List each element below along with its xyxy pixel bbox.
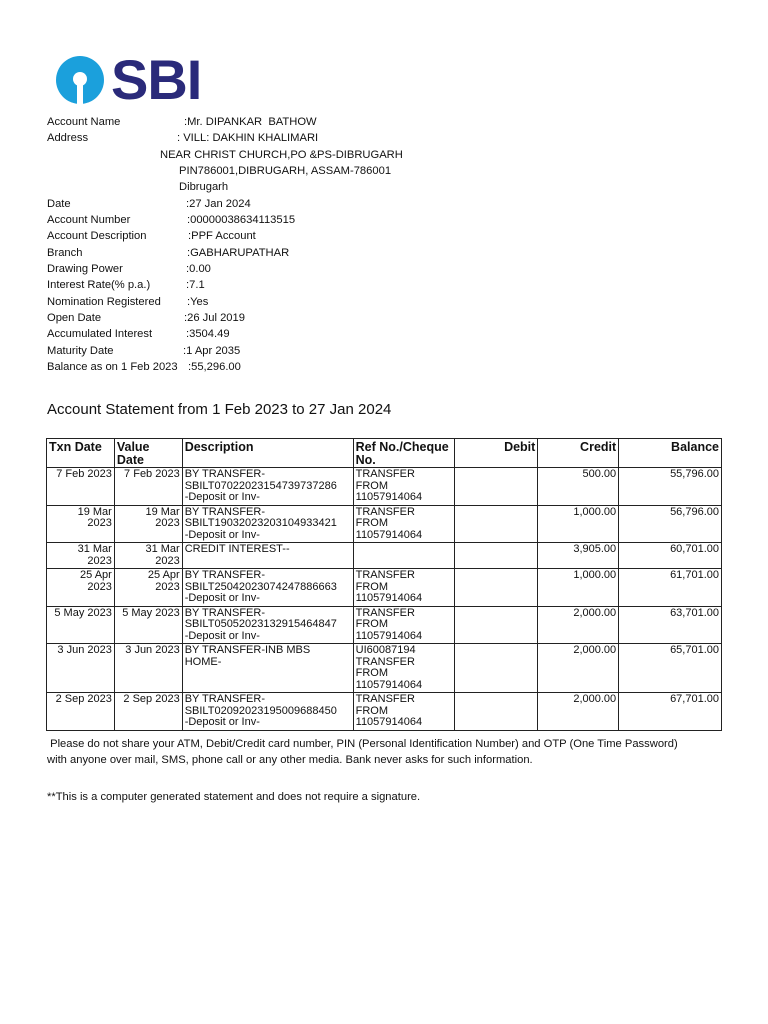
account-description-label: Account Description <box>47 230 147 243</box>
account-number-value: :00000038634113515 <box>187 214 296 227</box>
table-row <box>47 606 722 644</box>
balance-cell: 55,796.00 <box>619 468 722 506</box>
header-description: Description <box>182 439 353 468</box>
debit-cell <box>454 505 538 543</box>
balance-cell: 60,701.00 <box>619 543 722 569</box>
branch-label: Branch <box>47 246 83 259</box>
nomination-value: :Yes <box>187 295 209 308</box>
credit-cell: 3,905.00 <box>538 543 619 569</box>
balance-cell: 56,796.00 <box>619 505 722 543</box>
transactions-table <box>46 438 722 731</box>
debit-cell <box>454 644 538 693</box>
maturity-date-value: :1 Apr 2035 <box>183 344 241 357</box>
description-cell: BY TRANSFER- SBILT19032023203104933421 -Deposit or Inv- <box>182 505 353 543</box>
txn-date-cell: 25 Apr 2023 <box>47 569 115 607</box>
balance-cell: 61,701.00 <box>619 569 722 607</box>
ref-no-cell: TRANSFER FROM 11057914064 <box>353 468 454 506</box>
account-name-label: Account Name <box>47 116 121 128</box>
ref-no-cell: TRANSFER FROM 11057914064 <box>353 606 454 644</box>
opening-balance-value: :55,296.00 <box>188 361 241 374</box>
header-credit: Credit <box>538 439 619 468</box>
nomination-label: Nomination Registered <box>47 295 161 308</box>
credit-cell: 2,000.00 <box>538 606 619 644</box>
description-cell: CREDIT INTEREST-- <box>182 543 353 569</box>
table-body <box>47 468 722 731</box>
value-date-cell: 5 May 2023 <box>114 606 182 644</box>
description-cell: BY TRANSFER- SBILT02092023195009688450 -Deposit or Inv- <box>182 693 353 731</box>
ref-no-cell: TRANSFER FROM 11057914064 <box>353 505 454 543</box>
txn-date-cell: 5 May 2023 <box>47 606 115 644</box>
debit-cell <box>454 569 538 607</box>
computer-generated-note: **This is a computer generated statement and does not require a signature. <box>47 791 421 803</box>
value-date-cell: 7 Feb 2023 <box>114 468 182 506</box>
credit-cell: 500.00 <box>538 468 619 506</box>
value-date-cell: 2 Sep 2023 <box>114 693 182 731</box>
txn-date-cell: 31 Mar 2023 <box>47 543 115 569</box>
address-line-2: NEAR CHRIST CHURCH,PO &PS-DIBRUGARH <box>160 148 403 161</box>
value-date-cell: 25 Apr 2023 <box>114 569 182 607</box>
address-label: Address <box>47 132 89 145</box>
balance-cell: 63,701.00 <box>619 606 722 644</box>
description-cell: BY TRANSFER- SBILT25042023074247886663 -Deposit or Inv- <box>182 569 353 607</box>
ref-no-cell: TRANSFER FROM 11057914064 <box>353 569 454 607</box>
interest-rate-value: :7.1 <box>186 279 205 292</box>
accumulated-interest-value: :3504.49 <box>186 328 230 341</box>
credit-cell: 1,000.00 <box>538 569 619 607</box>
credit-cell: 1,000.00 <box>538 505 619 543</box>
date-label: Date <box>47 197 71 210</box>
sbi-logo <box>55 48 202 111</box>
address-line-1: : VILL: DAKHIN KHALIMARI <box>177 132 319 145</box>
table-row <box>47 505 722 543</box>
ref-no-cell <box>353 543 454 569</box>
debit-cell <box>454 468 538 506</box>
open-date-label: Open Date <box>47 312 102 325</box>
header-balance: Balance <box>619 439 722 468</box>
open-date-value: :26 Jul 2019 <box>184 312 245 325</box>
value-date-cell: 31 Mar 2023 <box>114 543 182 569</box>
balance-cell: 65,701.00 <box>619 644 722 693</box>
header-txn-date: Txn Date <box>47 439 115 468</box>
txn-date-cell: 19 Mar 2023 <box>47 505 115 543</box>
debit-cell <box>454 606 538 644</box>
header-debit: Debit <box>454 439 538 468</box>
table-row <box>47 468 722 506</box>
accumulated-interest-label: Accumulated Interest <box>47 328 153 341</box>
table-row <box>47 543 722 569</box>
header-ref-no: Ref No./Cheque No. <box>353 439 454 468</box>
security-notice <box>47 737 727 768</box>
drawing-power-value: :0.00 <box>186 263 211 276</box>
value-date-cell: 3 Jun 2023 <box>114 644 182 693</box>
sbi-logo-text: SBI <box>111 48 202 111</box>
sbi-keyhole-icon <box>55 55 105 105</box>
debit-cell <box>454 543 538 569</box>
table-row <box>47 693 722 731</box>
maturity-date-label: Maturity Date <box>47 344 114 357</box>
account-name-value: :Mr. DIPANKAR BATHOW <box>184 116 317 128</box>
value-date-cell: 19 Mar 2023 <box>114 505 182 543</box>
table-row <box>47 569 722 607</box>
description-cell: BY TRANSFER-INB MBS HOME- <box>182 644 353 693</box>
interest-rate-label: Interest Rate(% p.a.) <box>47 279 151 292</box>
security-notice-line-2: with anyone over mail, SMS, phone call or any other media. Bank never asks for such information. <box>47 753 533 766</box>
drawing-power-label: Drawing Power <box>47 263 123 276</box>
header-value-date: Value Date <box>114 439 182 468</box>
date-value: :27 Jan 2024 <box>186 197 251 210</box>
table-row <box>47 644 722 693</box>
account-description-value: :PPF Account <box>188 230 256 243</box>
description-cell: BY TRANSFER- SBILT05052023132915464847 -Deposit or Inv- <box>182 606 353 644</box>
ref-no-cell: UI60087194 TRANSFER FROM 11057914064 <box>353 644 454 693</box>
address-line-3: PIN786001,DIBRUGARH, ASSAM-786001 <box>179 165 392 178</box>
table-header-row <box>47 439 722 468</box>
credit-cell: 2,000.00 <box>538 644 619 693</box>
security-notice-line-1: Please do not share your ATM, Debit/Credit card number, PIN (Personal Identification Number) and OTP (One Time Password) <box>47 738 678 750</box>
account-number-label: Account Number <box>47 214 131 227</box>
branch-value: :GABHARUPATHAR <box>187 246 290 259</box>
address-line-4: Dibrugarh <box>179 181 229 194</box>
txn-date-cell: 2 Sep 2023 <box>47 693 115 731</box>
debit-cell <box>454 693 538 731</box>
description-cell: BY TRANSFER- SBILT07022023154739737286 -Deposit or Inv- <box>182 468 353 506</box>
balance-cell: 67,701.00 <box>619 693 722 731</box>
credit-cell: 2,000.00 <box>538 693 619 731</box>
txn-date-cell: 3 Jun 2023 <box>47 644 115 693</box>
txn-date-cell: 7 Feb 2023 <box>47 468 115 506</box>
opening-balance-label: Balance as on 1 Feb 2023 <box>47 361 178 374</box>
ref-no-cell: TRANSFER FROM 11057914064 <box>353 693 454 731</box>
statement-title: Account Statement from 1 Feb 2023 to 27 Jan 2024 <box>47 401 392 418</box>
